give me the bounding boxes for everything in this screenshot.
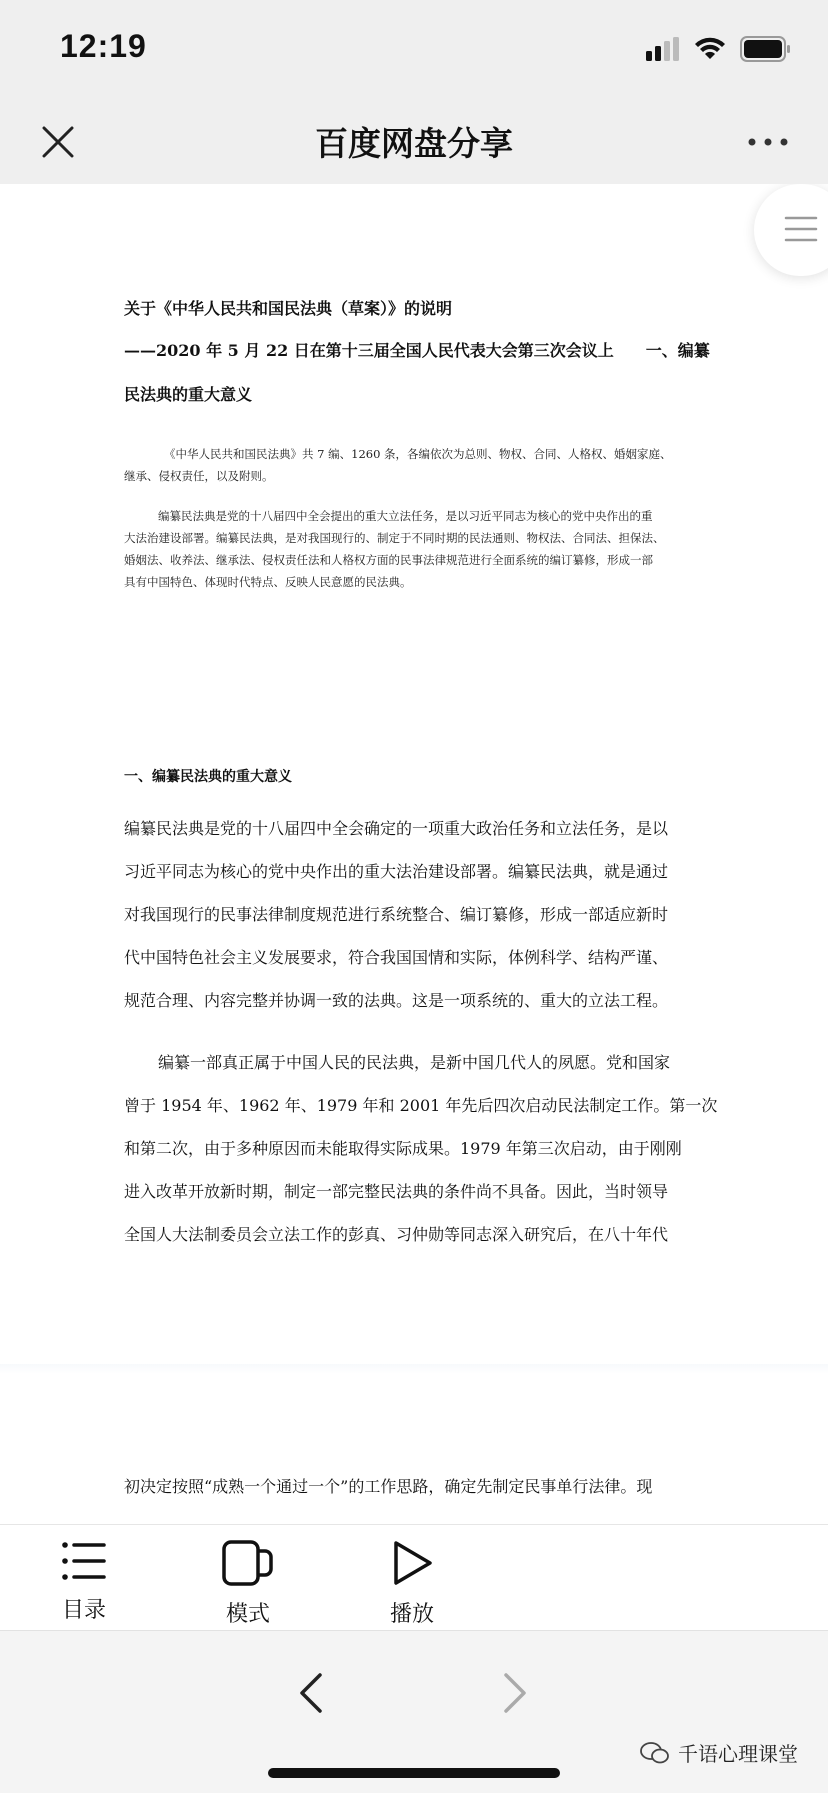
summary-line: 婚姻法、收养法、继承法、侵权责任法和人格权方面的民事法律规范进行全面系统的编订纂修，形成一部	[124, 553, 653, 567]
body-line: 和第二次，由于多种原因而未能取得实际成果。1979 年第三次启动，由于刚刚	[124, 1139, 682, 1158]
more-icon[interactable]	[744, 124, 792, 160]
play-button[interactable]	[362, 1539, 462, 1628]
page-title: 百度网盘分享	[315, 124, 513, 163]
document-subtitle-line2: 民法典的重大意义	[124, 385, 253, 404]
bottom-toolbar	[0, 1524, 828, 1631]
battery-icon	[740, 36, 792, 62]
next-page-icon[interactable]	[500, 1671, 530, 1715]
summary-line: 大法治建设部署。编纂民法典，是对我国现行的、制定于不同时期的民法通则、物权法、合同法、担保法、	[124, 531, 665, 545]
body-line: 全国人大法制委员会立法工作的彭真、习仲勋等同志深入研究后，在八十年代	[124, 1225, 669, 1244]
document-viewer[interactable]	[0, 184, 828, 1524]
previous-page-icon[interactable]	[296, 1671, 326, 1715]
body-line: 曾于 1954 年、1962 年、1979 年和 2001 年先后四次启动民法制定工作。第一次	[124, 1096, 718, 1115]
summary-line: 继承、侵权责任，以及附则。	[124, 469, 274, 483]
summary-line: 《中华人民共和国民法典》共 7 编、1260 条，各编依次为总则、物权、合同、人格权、婚姻家庭、	[164, 447, 672, 461]
nav-bar	[0, 100, 828, 184]
status-bar	[0, 0, 828, 100]
toc-label: 目录	[61, 1598, 106, 1623]
document-title: 关于《中华人民共和国民法典（草案）》的说明	[124, 299, 453, 318]
wechat-icon	[640, 1741, 670, 1765]
body-line: 编纂一部真正属于中国人民的民法典，是新中国几代人的夙愿。党和国家	[158, 1053, 671, 1072]
watermark-text: 千语心理课堂	[678, 1742, 798, 1766]
body-line: 代中国特色社会主义发展要求，符合我国国情和实际，体例科学、结构严谨、	[124, 948, 669, 967]
page-separator	[0, 1364, 828, 1374]
body-line: 对我国现行的民事法律制度规范进行系统整合、编订纂修，形成一部适应新时	[124, 905, 669, 924]
body-line: 初决定按照“成熟一个通过一个”的工作思路，确定先制定民事单行法律。现	[124, 1477, 653, 1496]
mode-icon	[221, 1539, 275, 1587]
play-icon	[388, 1539, 436, 1587]
home-indicator[interactable]	[268, 1768, 560, 1778]
status-time: 12:19	[60, 28, 147, 64]
summary-line: 编纂民法典是党的十八届四中全会提出的重大立法任务，是以习近平同志为核心的党中央作出的重	[158, 509, 653, 523]
body-line: 习近平同志为核心的党中央作出的重大法治建设部署。编纂民法典，就是通过	[124, 862, 669, 881]
mode-label: 模式	[225, 1602, 270, 1627]
body-line: 规范合理、内容完整并协调一致的法典。这是一项系统的、重大的立法工程。	[124, 991, 669, 1010]
body-line: 进入改革开放新时期，制定一部完整民法典的条件尚不具备。因此，当时领导	[124, 1182, 669, 1201]
document-subtitle-line1: ——2020 年 5 月 22 日在第十三届全国人民代表大会第三次会议上 一、编纂	[124, 341, 710, 360]
floating-toc-button[interactable]	[754, 184, 828, 276]
section-heading: 一、编纂民法典的重大意义	[124, 769, 292, 785]
toc-button[interactable]	[34, 1539, 134, 1624]
list-icon	[60, 1539, 108, 1583]
menu-icon	[784, 214, 818, 244]
wifi-icon	[694, 37, 726, 61]
play-label: 播放	[389, 1602, 434, 1627]
body-line: 编纂民法典是党的十八届四中全会确定的一项重大政治任务和立法任务，是以	[124, 819, 669, 838]
watermark	[640, 1738, 798, 1767]
mode-button[interactable]	[198, 1539, 298, 1628]
cellular-signal-icon	[646, 37, 680, 61]
summary-line: 具有中国特色、体现时代特点、反映人民意愿的民法典。	[124, 575, 412, 589]
status-icons	[646, 36, 792, 62]
